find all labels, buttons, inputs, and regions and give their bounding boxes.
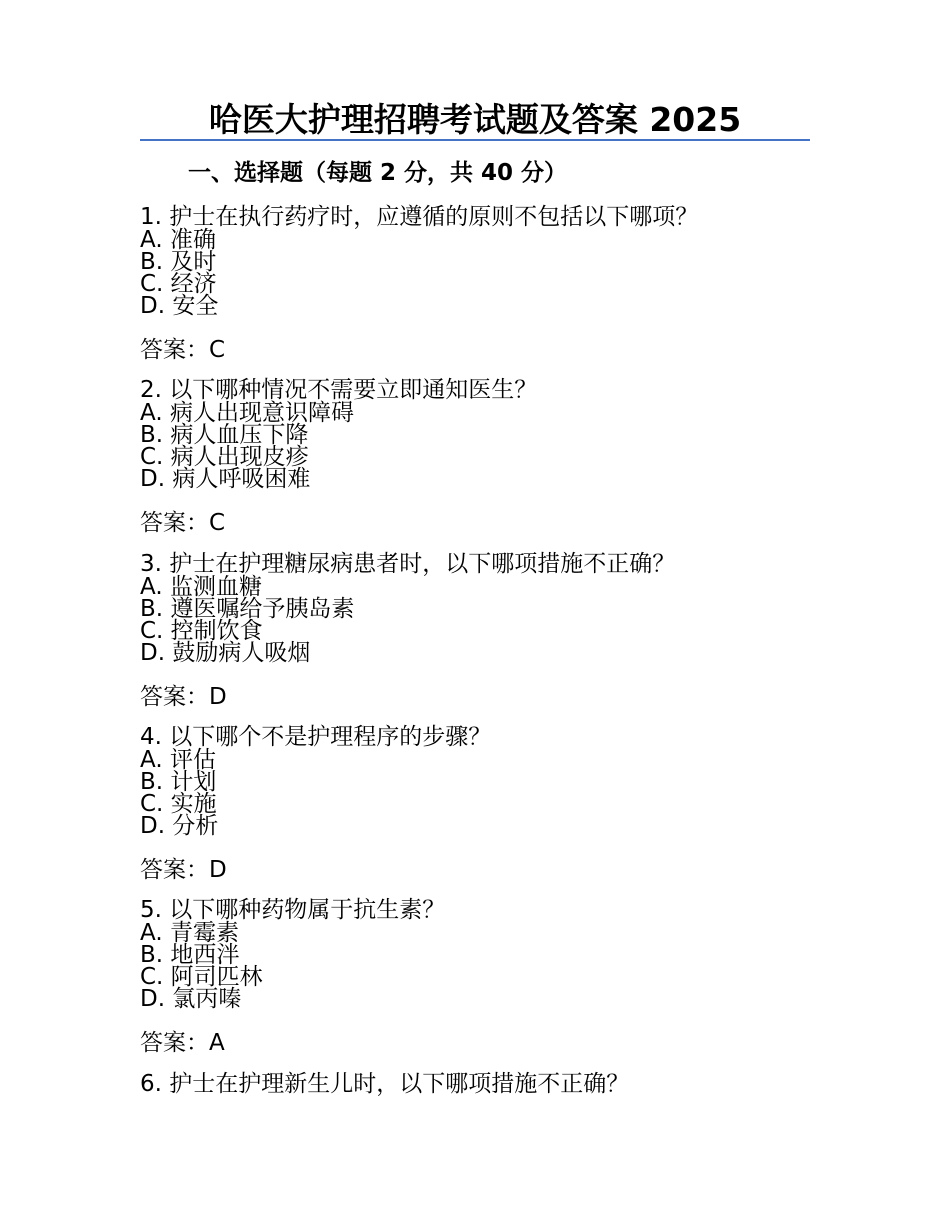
option-d: D. 氯丙嗪 [140,986,242,1012]
option-b: B. 计划 [140,769,217,795]
option-d: D. 鼓励病人吸烟 [140,640,311,666]
option-b: B. 遵医嘱给予胰岛素 [140,596,355,622]
option-b: B. 地西泮 [140,942,240,968]
question-5 [140,899,820,1056]
question-stem: 3. 护士在护理糖尿病患者时，以下哪项措施不正确？ [140,551,676,577]
option-d: D. 安全 [140,293,219,319]
answer-line: 答案：A [140,1030,225,1056]
question-stem: 5. 以下哪种药物属于抗生素？ [140,897,446,923]
document-title: 哈医大护理招聘考试题及答案 2025 [208,100,742,139]
answer-line: 答案：C [140,337,226,363]
section-heading: 一、选择题（每题 2 分，共 40 分） [188,160,568,186]
answer-line: 答案：D [140,857,227,883]
option-a: A. 病人出现意识障碍 [140,400,354,426]
option-d: D. 分析 [140,813,219,839]
question-6 [140,1073,820,1096]
option-c: C. 病人出现皮疹 [140,444,309,470]
title-underline [140,139,810,141]
option-c: C. 控制饮食 [140,618,263,644]
option-c: C. 经济 [140,271,217,297]
option-a: A. 监测血糖 [140,574,262,600]
question-stem: 2. 以下哪种情况不需要立即通知医生？ [140,377,538,403]
question-stem: 6. 护士在护理新生儿时，以下哪项措施不正确？ [140,1071,630,1097]
question-stem: 4. 以下哪个不是护理程序的步骤？ [140,724,492,750]
option-a: A. 青霉素 [140,920,239,946]
question-2 [140,379,820,536]
question-stem: 1. 护士在执行药疗时，应遵循的原则不包括以下哪项？ [140,204,699,230]
option-d: D. 病人呼吸困难 [140,466,311,492]
question-3 [140,553,820,710]
answer-line: 答案：C [140,510,226,536]
option-b: B. 病人血压下降 [140,422,309,448]
option-b: B. 及时 [140,249,217,275]
question-1 [140,206,820,363]
option-a: A. 评估 [140,747,216,773]
option-c: C. 阿司匹林 [140,964,263,990]
option-c: C. 实施 [140,791,217,817]
question-4 [140,726,820,883]
option-a: A. 准确 [140,227,216,253]
answer-line: 答案：D [140,684,227,710]
